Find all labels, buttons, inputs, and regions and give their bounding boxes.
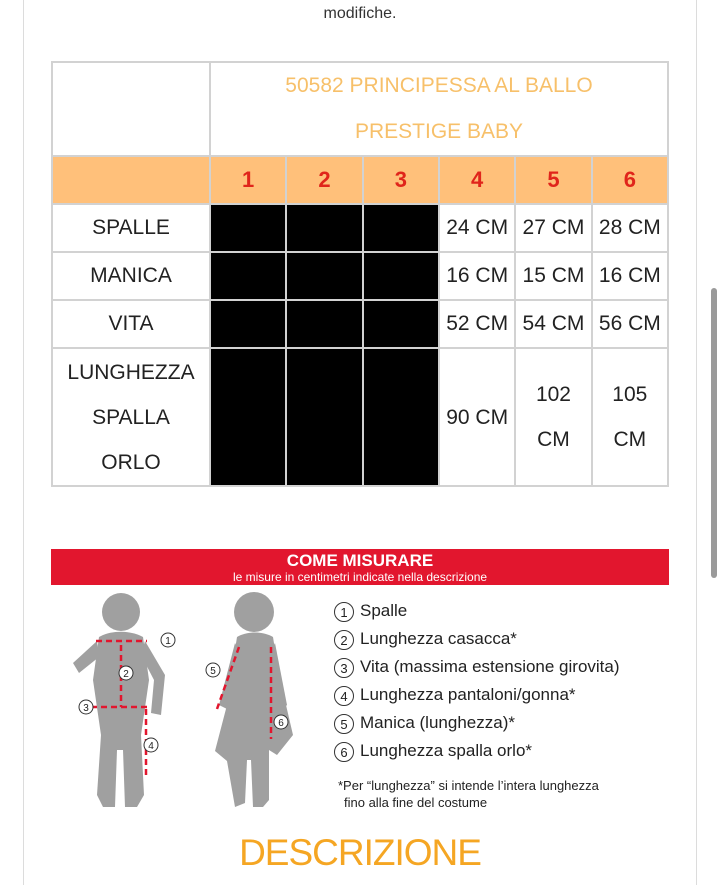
intro-text-tail: modifiche. xyxy=(323,5,397,22)
value-line: CM xyxy=(537,428,570,451)
value-line: 105 xyxy=(612,383,648,406)
value-cell xyxy=(516,349,590,485)
unavailable-cell xyxy=(211,253,285,299)
unavailable-cell xyxy=(287,301,361,347)
table-row xyxy=(53,301,667,347)
product-name: 50582 PRINCIPESSA AL BALLO xyxy=(285,74,593,97)
label-line: LUNGHEZZA xyxy=(67,360,195,384)
unavailable-cell xyxy=(287,349,361,485)
left-guide-line xyxy=(23,0,24,885)
right-guide-line xyxy=(696,0,697,885)
value-cell: 28 CM xyxy=(593,205,667,251)
measurement-legend xyxy=(334,597,674,765)
label-line: ORLO xyxy=(101,450,161,474)
row-label-vita: VITA xyxy=(53,301,209,347)
size-header-5: 5 xyxy=(516,157,590,203)
legend-label: Lunghezza spalla orlo* xyxy=(360,741,533,760)
unavailable-cell xyxy=(364,253,438,299)
girl-silhouette-icon xyxy=(215,592,293,807)
diagram-label-3: 3 xyxy=(83,703,89,714)
legend-label: Lunghezza casacca* xyxy=(360,629,517,648)
how-to-measure-subtitle: le misure in centimetri indicate nella descrizione xyxy=(232,570,488,584)
legend-number: 4 xyxy=(334,686,354,706)
unavailable-cell xyxy=(211,349,285,485)
size-header-2: 2 xyxy=(287,157,361,203)
value-cell: 15 CM xyxy=(516,253,590,299)
unavailable-cell xyxy=(364,205,438,251)
table-title xyxy=(211,63,667,155)
unavailable-cell xyxy=(287,205,361,251)
legend-label: Spalle xyxy=(360,601,408,620)
legend-label: Manica (lunghezza)* xyxy=(360,713,515,732)
table-corner xyxy=(53,63,209,155)
diagram-label-6: 6 xyxy=(278,718,284,729)
table-row xyxy=(53,349,667,485)
unavailable-cell xyxy=(287,253,361,299)
measurement-diagram xyxy=(51,585,341,825)
size-table xyxy=(51,61,669,487)
how-to-measure-section xyxy=(51,549,669,819)
value-cell: 56 CM xyxy=(593,301,667,347)
diagram-label-4: 4 xyxy=(148,741,154,752)
unavailable-cell xyxy=(211,301,285,347)
value-cell: 27 CM xyxy=(516,205,590,251)
footnote-line: fino alla fine del costume xyxy=(344,795,488,810)
value-cell: 54 CM xyxy=(516,301,590,347)
diagram-label-2: 2 xyxy=(123,669,129,680)
unavailable-cell xyxy=(364,349,438,485)
how-to-measure-title: COME MISURARE xyxy=(286,551,434,570)
section-heading-descrizione: DESCRIZIONE xyxy=(239,832,481,873)
row-label-lunghezza-spalla-orlo xyxy=(53,349,209,485)
value-cell: 16 CM xyxy=(593,253,667,299)
length-footnote xyxy=(338,777,668,811)
list-item xyxy=(334,681,674,709)
value-line: 102 xyxy=(535,383,571,406)
row-label-spalle: SPALLE xyxy=(53,205,209,251)
legend-label: Lunghezza pantaloni/gonna* xyxy=(360,685,576,704)
list-item xyxy=(334,597,674,625)
label-line: SPALLA xyxy=(92,405,170,429)
size-header-1: 1 xyxy=(211,157,285,203)
legend-number: 3 xyxy=(334,658,354,678)
legend-number: 1 xyxy=(334,602,354,622)
size-header-4: 4 xyxy=(440,157,514,203)
how-to-measure-banner xyxy=(51,549,669,585)
diagram-label-1: 1 xyxy=(165,636,171,647)
size-header-corner xyxy=(53,157,209,203)
diagram-label-5: 5 xyxy=(210,666,216,677)
value-cell: 52 CM xyxy=(440,301,514,347)
size-header-3: 3 xyxy=(364,157,438,203)
unavailable-cell xyxy=(211,205,285,251)
list-item xyxy=(334,653,674,681)
table-row xyxy=(53,253,667,299)
legend-number: 2 xyxy=(334,630,354,650)
list-item xyxy=(334,737,674,765)
value-cell xyxy=(593,349,667,485)
row-label-manica: MANICA xyxy=(53,253,209,299)
value-line: CM xyxy=(613,428,647,451)
unavailable-cell xyxy=(364,301,438,347)
value-cell: 24 CM xyxy=(440,205,514,251)
footnote-line: *Per “lunghezza” si intende l’intera lunghezza xyxy=(338,778,599,793)
legend-label: Vita (massima estensione girovita) xyxy=(360,657,620,676)
legend-number: 5 xyxy=(334,714,354,734)
value-cell: 90 CM xyxy=(440,349,514,485)
table-row xyxy=(53,205,667,251)
product-line: PRESTIGE BABY xyxy=(354,120,524,143)
scrollbar[interactable] xyxy=(711,288,717,578)
value-cell: 16 CM xyxy=(440,253,514,299)
list-item xyxy=(334,709,674,737)
list-item xyxy=(334,625,674,653)
legend-number: 6 xyxy=(334,742,354,762)
size-header-6: 6 xyxy=(593,157,667,203)
